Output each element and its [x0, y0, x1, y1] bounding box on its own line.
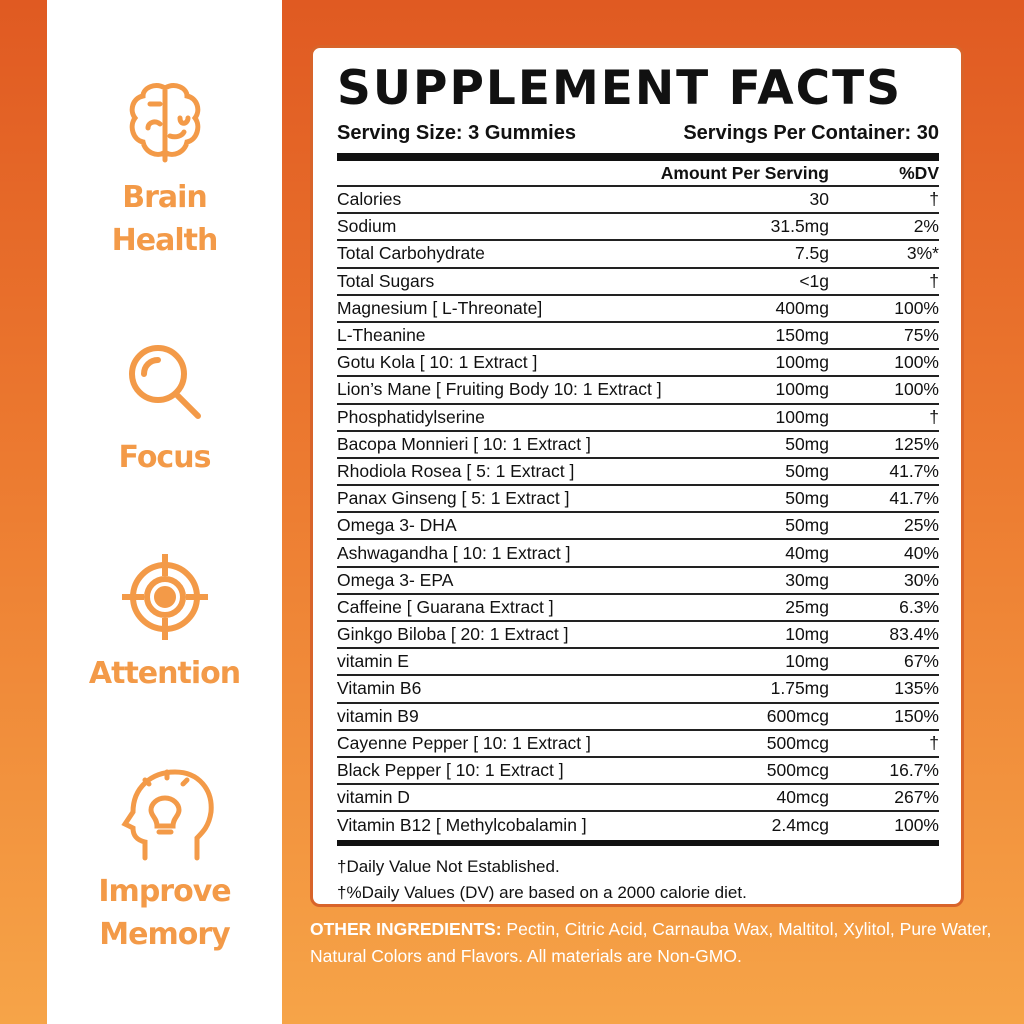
ingredient-dv: 83.4%: [889, 624, 939, 645]
column-amount: Amount Per Serving: [660, 162, 829, 183]
ingredient-name: Ashwagandha [ 10: 1 Extract ]: [337, 542, 571, 563]
ingredient-name: Phosphatidylserine: [337, 406, 485, 427]
ingredient-name: Sodium: [337, 216, 397, 237]
ingredient-amount: 40mcg: [776, 787, 829, 808]
ingredient-amount: 600mcg: [766, 705, 829, 726]
ingredient-amount: 500mcg: [766, 760, 829, 781]
ingredient-name: vitamin D: [337, 787, 410, 808]
feature-label: Attention: [88, 656, 241, 691]
ingredient-amount: 100mg: [775, 352, 829, 373]
ingredient-name: vitamin E: [337, 651, 409, 672]
ingredient-name: Black Pepper [ 10: 1 Extract ]: [337, 760, 564, 781]
ingredient-dv: 2%: [913, 216, 939, 237]
table-row: [337, 649, 939, 676]
ingredient-dv: 267%: [894, 787, 939, 808]
ingredient-dv: 25%: [903, 515, 939, 536]
table-row: [337, 622, 939, 649]
table-row: [337, 676, 939, 703]
ingredient-amount: 10mg: [785, 651, 829, 672]
ingredient-name: Ginkgo Biloba [ 20: 1 Extract ]: [337, 624, 569, 645]
feature-label: Brain: [122, 180, 207, 215]
table-row: [337, 595, 939, 622]
ingredient-amount: 50mg: [785, 515, 829, 536]
ingredient-dv: 40%: [903, 542, 939, 563]
table-row: [337, 513, 939, 540]
ingredient-dv: 67%: [903, 651, 939, 672]
ingredient-amount: 150mg: [775, 325, 829, 346]
table-row: [337, 350, 939, 377]
table-row: [337, 377, 939, 404]
ingredient-name: Vitamin B12 [ Methylcobalamin ]: [337, 815, 587, 836]
ingredient-amount: 50mg: [785, 433, 829, 454]
feature-improve-memory: [47, 762, 282, 956]
ingredient-dv: 125%: [894, 433, 939, 454]
ingredient-dv: 41.7%: [889, 460, 939, 481]
ingredient-amount: 30mg: [785, 569, 829, 590]
ingredient-amount: 1.75mg: [770, 678, 829, 699]
ingredient-name: Rhodiola Rosea [ 5: 1 Extract ]: [337, 460, 575, 481]
ingredient-dv: 41.7%: [889, 488, 939, 509]
ingredient-name: Omega 3- EPA: [337, 569, 454, 590]
ingredient-dv: 6.3%: [899, 596, 939, 617]
ingredient-amount: 50mg: [785, 488, 829, 509]
ingredient-name: Omega 3- DHA: [337, 515, 457, 536]
column-dv: %DV: [899, 162, 939, 183]
ingredient-name: Cayenne Pepper [ 10: 1 Extract ]: [337, 732, 591, 753]
table-row: [337, 731, 939, 758]
other-ingredients-heading: OTHER INGREDIENTS:: [310, 919, 502, 939]
table-row: [337, 187, 939, 214]
ingredient-dv: 100%: [894, 815, 939, 836]
ingredient-amount: 10mg: [785, 624, 829, 645]
ingredient-name: Gotu Kola [ 10: 1 Extract ]: [337, 352, 538, 373]
ingredient-dv: †: [929, 406, 939, 427]
ingredient-amount: 400mg: [775, 297, 829, 318]
ingredient-amount: 500mcg: [766, 732, 829, 753]
ingredient-dv: 3%*: [906, 243, 939, 264]
ingredient-name: vitamin B9: [337, 705, 419, 726]
divider: [337, 153, 939, 161]
table-row: [337, 785, 939, 812]
ingredient-dv: 100%: [894, 297, 939, 318]
ingredient-name: Caffeine [ Guarana Extract ]: [337, 596, 554, 617]
feature-focus: [47, 338, 282, 479]
label-title: SUPPLEMENT FACTS: [337, 61, 903, 116]
benefits-panel: [47, 0, 282, 1024]
ingredient-dv: 100%: [894, 352, 939, 373]
table-row: [337, 405, 939, 432]
ingredient-dv: 150%: [894, 705, 939, 726]
ingredient-dv: 75%: [903, 325, 939, 346]
table-row: [337, 459, 939, 486]
ingredient-amount: 2.4mcg: [771, 815, 829, 836]
ingredient-dv: †: [929, 270, 939, 291]
ingredient-amount: 40mg: [785, 542, 829, 563]
table-row: [337, 486, 939, 513]
feature-label: Improve: [98, 874, 231, 909]
ingredient-dv: 100%: [894, 379, 939, 400]
feature-attention: [47, 550, 282, 695]
head-lightbulb-icon: [115, 762, 215, 862]
ingredient-name: Total Sugars: [337, 270, 435, 291]
brain-icon: [120, 78, 210, 168]
table-header: [337, 161, 939, 187]
table-row: [337, 296, 939, 323]
ingredient-amount: 30: [809, 189, 829, 210]
ingredient-dv: †: [929, 189, 939, 210]
ingredient-dv: 30%: [903, 569, 939, 590]
footnote: †%Daily Values (DV) are based on a 2000 calorie diet.: [337, 882, 747, 902]
magnifier-icon: [120, 338, 210, 428]
ingredient-name: Total Carbohydrate: [337, 243, 485, 264]
table-row: [337, 269, 939, 296]
supplement-facts-label: [310, 45, 964, 907]
ingredient-amount: 31.5mg: [770, 216, 829, 237]
table-row: [337, 704, 939, 731]
ingredient-name: Calories: [337, 189, 402, 210]
table-row: [337, 214, 939, 241]
feature-label: Memory: [99, 917, 230, 952]
ingredient-name: Vitamin B6: [337, 678, 422, 699]
divider: [337, 840, 939, 846]
ingredient-dv: †: [929, 732, 939, 753]
facts-table: [337, 187, 939, 840]
serving-size: Serving Size: 3 Gummies: [337, 122, 576, 144]
footnote: †Daily Value Not Established.: [337, 856, 560, 876]
feature-brain-health: [47, 78, 282, 262]
ingredient-dv: 16.7%: [889, 760, 939, 781]
table-row: [337, 540, 939, 567]
ingredient-amount: <1g: [799, 270, 829, 291]
table-row: [337, 812, 939, 839]
other-ingredients-text: Pectin, Citric Acid, Carnauba Wax, Maltitol, Xylitol, Pure Water, Natural Colors and Flavors. All materials are Non-GMO.: [310, 919, 992, 966]
table-row: [337, 323, 939, 350]
ingredient-amount: 50mg: [785, 460, 829, 481]
ingredient-amount: 100mg: [775, 406, 829, 427]
other-ingredients: [310, 916, 1010, 970]
ingredient-amount: 100mg: [775, 379, 829, 400]
ingredient-amount: 7.5g: [794, 243, 829, 264]
ingredient-name: Bacopa Monnieri [ 10: 1 Extract ]: [337, 433, 591, 454]
feature-label: Health: [111, 223, 218, 258]
servings-per-container: Servings Per Container: 30: [683, 122, 939, 144]
ingredient-name: Panax Ginseng [ 5: 1 Extract ]: [337, 488, 570, 509]
feature-label: Focus: [118, 440, 211, 475]
table-row: [337, 432, 939, 459]
table-row: [337, 568, 939, 595]
ingredient-name: Lion’s Mane [ Fruiting Body 10: 1 Extract ]: [337, 379, 662, 400]
ingredient-amount: 25mg: [785, 596, 829, 617]
ingredient-name: Magnesium [ L-Threonate]: [337, 297, 543, 318]
ingredient-dv: 135%: [894, 678, 939, 699]
table-row: [337, 241, 939, 268]
target-icon: [118, 550, 212, 644]
ingredient-name: L-Theanine: [337, 325, 426, 346]
table-row: [337, 758, 939, 785]
